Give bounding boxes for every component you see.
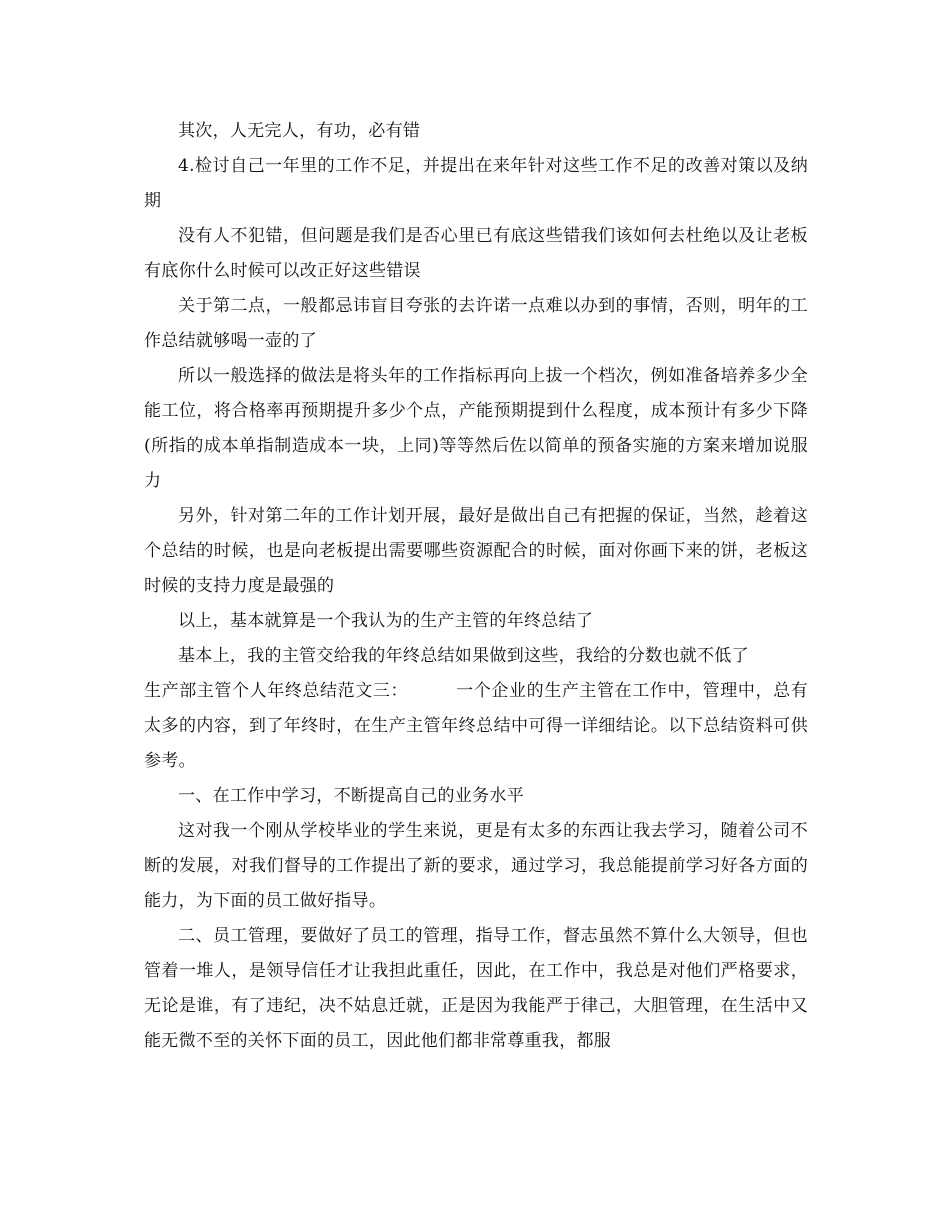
paragraph-2: 4.检讨自己一年里的工作不足，并提出在来年针对这些工作不足的改善对策以及纳期 bbox=[144, 156, 808, 211]
paragraph-9-section-heading: 生产部主管个人年终总结范文三： 一个企业的生产主管在工作中，管理中，总有太多的内容，到了年终时，在生产主管年终总结中可得一详细结论。以下总结资料可供参考。 bbox=[144, 681, 808, 771]
paragraph-4: 关于第二点，一般都忌讳盲目夸张的去许诺一点难以办到的事情，否则，明年的工作总结就够喝一壶的了 bbox=[144, 296, 808, 351]
paragraph-12: 二、员工管理，要做好了员工的管理，指导工作，督志虽然不算什么大领导，但也管着一堆人，是领导信任才让我担此重任，因此，在工作中，我总是对他们严格要求，无论是谁，有了违纪，决不姑息迁就，正是因为我能严于律己，大胆管理，在生活中又能无微不至的关怀下面的员工，因此他们都非常尊重我，都服 bbox=[144, 926, 808, 1051]
paragraph-8: 基本上，我的主管交给我的年终总结如果做到这些，我给的分数也就不低了 bbox=[178, 646, 749, 666]
document-body bbox=[144, 114, 808, 1059]
paragraph-11: 这对我一个刚从学校毕业的学生来说，更是有太多的东西让我去学习，随着公司不断的发展，对我们督导的工作提出了新的要求，通过学习，我总能提前学习好各方面的能力，为下面的员工做好指导。 bbox=[144, 821, 808, 911]
paragraph-6: 另外，针对第二年的工作计划开展，最好是做出自己有把握的保证，当然，趁着这个总结的时候，也是向老板提出需要哪些资源配合的时候，面对你画下来的饼，老板这时候的支持力度是最强的 bbox=[144, 506, 808, 596]
paragraph-3: 没有人不犯错，但问题是我们是否心里已有底这些错我们该如何去杜绝以及让老板有底你什么时候可以改正好这些错误 bbox=[144, 226, 808, 281]
paragraph-10: 一、在工作中学习，不断提高自己的业务水平 bbox=[178, 786, 524, 806]
paragraph-7: 以上，基本就算是一个我认为的生产主管的年终总结了 bbox=[178, 611, 594, 631]
paragraph-1: 其次，人无完人，有功，必有错 bbox=[178, 121, 421, 141]
paragraph-5: 所以一般选择的做法是将头年的工作指标再向上拔一个档次，例如准备培养多少全能工位，将合格率再预期提升多少个点，产能预期提到什么程度，成本预计有多少下降(所指的成本单指制造成本一块，上同)等等然后佐以简单的预备实施的方案来增加说服力 bbox=[144, 366, 808, 491]
